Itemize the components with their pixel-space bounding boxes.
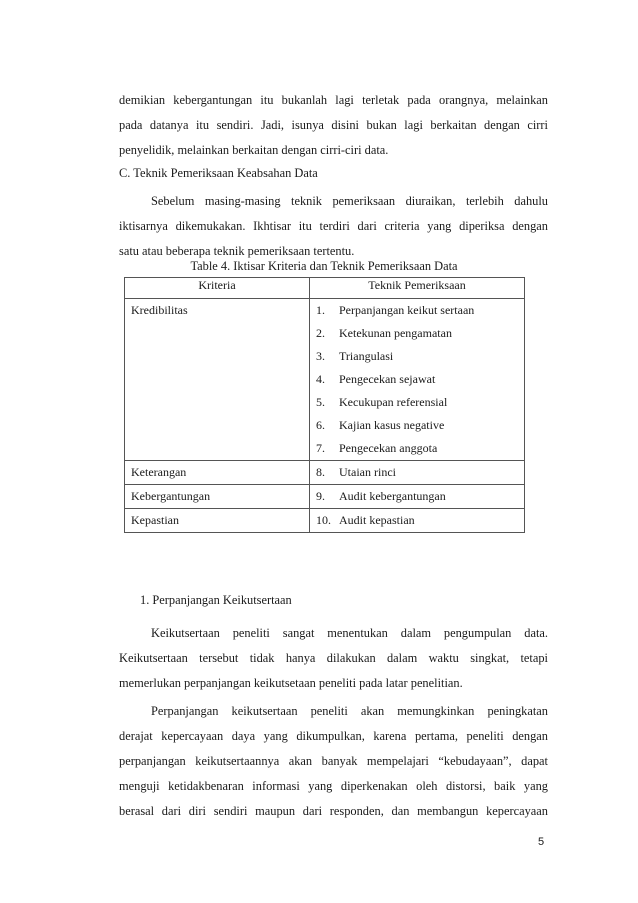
technique-item xyxy=(316,437,518,460)
technique-item xyxy=(316,461,518,484)
text-line: demikian kebergantungan itu bukanlah lagi terletak pada orangnya, melainkan xyxy=(119,93,548,107)
text-line: satu atau beberapa teknik pemeriksaan tertentu. xyxy=(119,244,355,258)
technique-item xyxy=(316,485,518,508)
technique-item xyxy=(316,322,518,345)
technique-item xyxy=(316,345,518,368)
header-teknik: Teknik Pemeriksaan xyxy=(310,278,525,299)
paragraph-keikutsertaan xyxy=(119,621,548,696)
technique-number: 6. xyxy=(316,418,325,432)
technique-cell xyxy=(310,485,525,509)
text-line: perpanjangan keikutsertaannya akan banyak mempelajari “kebudayaan”, dapat xyxy=(119,754,548,768)
criterion-label: Kredibilitas xyxy=(131,303,188,317)
text-line: penyelidik, melainkan berkaitan dengan cirri-ciri data. xyxy=(119,143,389,157)
technique-number: 10. xyxy=(316,513,331,527)
subsection-heading: 1. Perpanjangan Keikutsertaan xyxy=(140,593,292,607)
technique-item xyxy=(316,368,518,391)
technique-text: Audit kepastian xyxy=(339,513,415,527)
technique-number: 2. xyxy=(316,326,325,340)
criterion-cell xyxy=(125,509,310,533)
technique-number: 8. xyxy=(316,465,325,479)
paragraph-kebergantungan xyxy=(119,88,548,163)
table-row xyxy=(125,461,525,485)
criterion-label: Kebergantungan xyxy=(131,489,211,503)
technique-number: 4. xyxy=(316,372,325,386)
text-line: menguji ketidakbenaran informasi yang diperkenakan oleh distorsi, baik yang xyxy=(119,779,548,793)
technique-text: Kajian kasus negative xyxy=(339,418,445,432)
technique-text: Kecukupan referensial xyxy=(339,395,448,409)
header-kriteria: Kriteria xyxy=(125,278,310,299)
text-line: memerlukan perpanjangan keikutsetaan peneliti pada latar penelitian. xyxy=(119,676,463,690)
text-line: iktisarnya dikemukakan. Ikhtisar itu terdiri dari criteria yang diperiksa dengan xyxy=(119,219,548,233)
technique-number: 5. xyxy=(316,395,325,409)
table-row xyxy=(125,509,525,533)
text-line: pada datanya itu sendiri. Jadi, isunya disini bukan lagi berkaitan dengan cirri xyxy=(119,118,548,132)
technique-text: Triangulasi xyxy=(339,349,394,363)
technique-text: Audit kebergantungan xyxy=(339,489,446,503)
technique-cell xyxy=(310,299,525,461)
paragraph-ikhtisar xyxy=(119,189,548,264)
technique-item xyxy=(316,509,518,532)
technique-cell xyxy=(310,509,525,533)
criterion-label: Keterangan xyxy=(131,465,187,479)
technique-text: Utaian rinci xyxy=(339,465,396,479)
table-caption: Table 4. Iktisar Kriteria dan Teknik Pemeriksaan Data xyxy=(190,259,458,273)
paragraph-perpanjangan xyxy=(119,699,548,824)
technique-text: Pengecekan sejawat xyxy=(339,372,436,386)
technique-number: 9. xyxy=(316,489,325,503)
technique-text: Ketekunan pengamatan xyxy=(339,326,452,340)
criterion-cell xyxy=(125,461,310,485)
criterion-cell xyxy=(125,299,310,461)
technique-item xyxy=(316,414,518,437)
text-line: Perpanjangan keikutsertaan peneliti akan memungkinkan peningkatan xyxy=(151,704,548,718)
technique-text: Pengecekan anggota xyxy=(339,441,438,455)
page-number: 5 xyxy=(538,836,545,848)
criteria-table xyxy=(124,277,525,533)
table-row xyxy=(125,485,525,509)
criterion-cell xyxy=(125,485,310,509)
technique-number: 1. xyxy=(316,303,325,317)
section-heading: C. Teknik Pemeriksaan Keabsahan Data xyxy=(119,166,318,180)
table-row xyxy=(125,299,525,461)
text-line: Keikutsertaan peneliti sangat menentukan dalam pengumpulan data. xyxy=(151,626,548,640)
text-line: berasal dari diri sendiri maupun dari responden, dan membangun kepercayaan xyxy=(119,804,548,818)
table-header-row xyxy=(125,278,525,299)
technique-cell xyxy=(310,461,525,485)
technique-item xyxy=(316,391,518,414)
technique-number: 7. xyxy=(316,441,325,455)
text-line: Keikutsertaan tersebut tidak hanya dilakukan dalam waktu singkat, tetapi xyxy=(119,651,548,665)
technique-item xyxy=(316,299,518,322)
text-line: Sebelum masing-masing teknik pemeriksaan diuraikan, terlebih dahulu xyxy=(151,194,548,208)
technique-text: Perpanjangan keikut sertaan xyxy=(339,303,475,317)
text-line: derajat kepercayaan daya yang dikumpulkan, karena pertama, peneliti dengan xyxy=(119,729,548,743)
technique-number: 3. xyxy=(316,349,325,363)
criterion-label: Kepastian xyxy=(131,513,179,527)
